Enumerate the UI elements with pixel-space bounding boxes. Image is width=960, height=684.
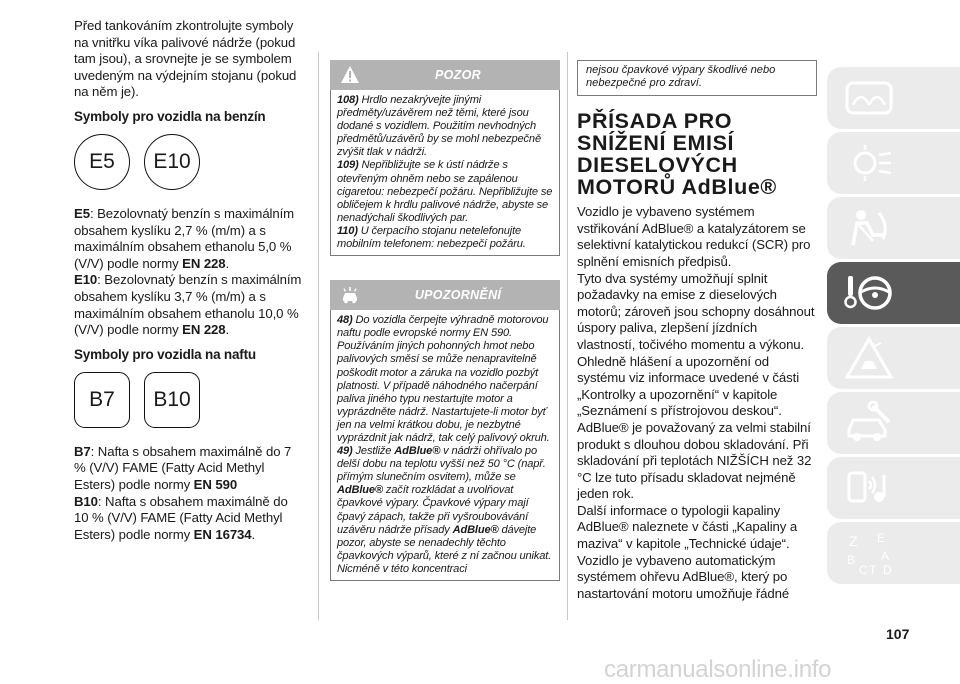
column-divider [318,52,319,620]
page-number: 107 [886,626,910,642]
upozorneni-header [330,280,560,310]
adblue-paragraph-2: Tyto dva systémy umožňují splnit požadavky na emise z dieselových motorů; zároveň jsou schopny dosáhnout úspory paliva, zlepšení jízdních vlastností, točivého momentu a výkonu. Ohledně hlášení a upozornění od systému viz informace uvedené v části „Kontrolky a upozornění“ v kapitole „Seznámení s přístrojovou deskou“. [577,270,815,419]
column-divider [567,52,568,620]
b10-code: B10 [74,493,98,509]
safety-icon [843,205,895,251]
e10-badge: E10 [144,134,200,190]
pozor-header [330,60,560,90]
index-letter: A [881,549,890,563]
note-text: U čerpacího stojanu netelefonujte mobilním telefonem: nebezpečí požáru. [337,224,526,251]
warning-110 [337,225,553,251]
heading-line: SNÍŽENÍ EMISÍ [577,131,735,156]
tab-multimedia[interactable] [827,457,960,519]
tab-emergency[interactable] [827,327,960,389]
note-number: 49) [337,445,353,458]
note-number: 108) [337,94,359,106]
index-letter: Z [849,533,858,549]
heading-line: MOTORŮ AdBlue® [577,175,777,200]
petrol-badges [74,134,304,192]
tab-safety[interactable] [827,197,960,259]
adblue-paragraph-1: Vozidlo je vybaveno systémem vstřikování AdBlue® a katalyzátorem se selektivní katalytickou redukcí (SCR) pro splnění emisních předpisů. [577,204,811,269]
warning-108 [337,94,553,159]
column-2 [330,60,560,581]
period: . [225,322,230,338]
period: . [251,526,256,542]
b7-description [74,444,304,494]
tab-dashboard[interactable] [827,67,960,129]
warning-triangle-icon [843,335,895,381]
continued-notice-text: nejsou čpavkové výpary škodlivé nebo nebezpečné pro zdraví. [586,64,776,90]
notice-48 [337,314,553,445]
e10-text: : Bezolovnatý benzín s maximálním obsahem kyslíku 3,7 % (m/m) a s maximálním obsahem ethanolu 10,0 % (V/V) podle normy [74,272,302,338]
chapter-tabs [827,67,960,587]
period: . [225,255,230,271]
b7-norm: EN 590 [193,476,238,492]
car-warning-icon [340,285,360,305]
upozorneni-body [330,310,560,581]
note-text: v nádrži ohřívalo po delší dobu na teplotu vyšší než 50 °C (např. přímým slunečním osvitem), může se [337,445,546,484]
index-letter: C [859,563,868,576]
note-text: Jestliže [352,445,395,458]
e10-code: E10 [74,272,98,288]
note-number: 109) [337,159,359,172]
e5-code: E5 [74,205,90,221]
dashboard-icon [843,75,895,121]
b10-description [74,494,304,544]
note-number: 110) [337,224,358,237]
upozorneni-box [330,280,560,581]
e5-norm: EN 228 [182,255,226,271]
note-text: Hrdlo nezakrývejte jinými předměty/uzávěrem než těmi, které jsou dodané s vozidlem. Použitím nevhodných předmětů/uzávěrů by se mohl nebezpečně zvýšit tlak v nádrži. [337,94,541,159]
adblue-section-heading [577,110,817,198]
b10-text: : Nafta s obsahem maximálně do 10 % (V/V) FAME (Fatty Acid Methyl Esters) podle normy [74,493,288,542]
pozor-body [330,90,560,256]
note-text: dávejte pozor, abyste se nenadechly těchto čpavkových výparů, které z ní začnou unikat. Nicméně v této koncentraci [337,523,552,575]
note-number: 48) [337,314,353,327]
watermark: carmanualsonline.info [604,656,832,683]
note-text: Do vozidla čerpejte výhradně motorovou naftu podle evropské normy EN 590. Používáním jiných pohonných hmot nebo palivových směsí se může nenapravitelně poškodit motor a záruka na vozidlo pozbýt platnosti. V případě náhodného načerpání paliva jiného typu nestartujte motor a vyprázdněte nádrž. Nastartujete-li motor byť jen na velmi krátkou dobu, je nezbytné vyprázdnit jak nádrž, tak celý palivový okruh. [337,314,550,444]
lights-icon [843,140,895,186]
pozor-box [330,60,560,256]
b7-badge: B7 [74,372,130,428]
e5-text: : Bezolovnatý benzín s maximálním obsahem kyslíku 2,7 % (m/m) a s maximálním obsahem ethanolu 5,0 % (V/V) podle normy [74,205,295,271]
heading-line: DIESELOVÝCH [577,153,738,178]
tab-index[interactable] [827,522,960,584]
adblue-term: AdBlue® [394,445,441,458]
index-letters-icon [843,530,895,576]
e10-description [74,272,304,338]
note-text: Nepřibližujte se k ústí nádrže s otevřeným ohněm nebo se zapálenou cigaretou: nebezpečí požáru. Nepřibližujte se obličejem k hrdlu palivové nádrže, abyste se nenadýchali škodlivých par. [337,159,553,224]
index-letter: T [869,563,877,576]
adblue-term: AdBlue® [337,484,383,497]
b10-badge: B10 [144,372,200,428]
heading-line: PŘÍSADA PRO [577,109,733,134]
continued-notice-box [577,60,817,96]
intro-paragraph: Před tankováním zkontrolujte symboly na vnitřku víka palivové nádrže (pokud tam jsou), a srovnejte je se symbolem uvedeným na výdejním stojanu (pokud na něm je). [74,18,297,100]
tab-starting-driving[interactable] [827,262,960,324]
note-text: začít rozkládat a uvolňovat čpavkové výpary. Čpavkové výpary mají čpavý zápach, takže při vyšroubovávání uzávěru nádrže přísady [337,484,529,536]
wrench-car-icon [843,400,895,446]
index-letter: E [877,531,886,545]
steering-wheel-key-icon [843,270,895,316]
tab-maintenance[interactable] [827,392,960,454]
warning-109 [337,159,553,224]
adblue-paragraph-4: Další informace o typologii kapaliny AdBlue® naleznete v části „Kapaliny a maziva“ v kapitole „Technické údaje“. [577,502,798,552]
adblue-term: AdBlue® [452,523,499,536]
diesel-badges [74,372,304,430]
column-1 [74,18,304,543]
pozor-title: POZOR [435,68,481,82]
column-3 [577,60,817,602]
petrol-symbols-heading: Symboly pro vozidla na benzín [74,108,266,124]
e5-description [74,206,304,272]
b10-norm: EN 16734 [193,526,252,542]
upozorneni-title: UPOZORNĚNÍ [414,288,502,303]
b7-text: : Nafta s obsahem maximálně do 7 % (V/V) FAME (Fatty Acid Methyl Esters) podle normy [74,443,292,492]
b7-code: B7 [74,443,91,459]
adblue-paragraph-3: AdBlue® je považovaný za velmi stabilní produkt s dlouhou dobou skladování. Při skladování při teplotách NIŽŠÍCH než 32 °C lze tuto přísadu skladovat nejméně jeden rok. [577,419,812,502]
diesel-symbols-heading: Symboly pro vozidla na naftu [74,346,256,362]
e10-norm: EN 228 [182,322,226,338]
phone-music-icon [843,465,895,511]
warning-icon [340,65,360,85]
index-letter: D [883,563,892,576]
notice-49 [337,445,553,576]
e5-badge: E5 [74,134,130,190]
adblue-paragraph-5: Vozidlo je vybaveno automatickým systémem ohřevu AdBlue®, který po nastartování motoru umožňuje řádné [577,552,790,601]
tab-lights[interactable] [827,132,960,194]
index-letter: B [847,553,856,567]
